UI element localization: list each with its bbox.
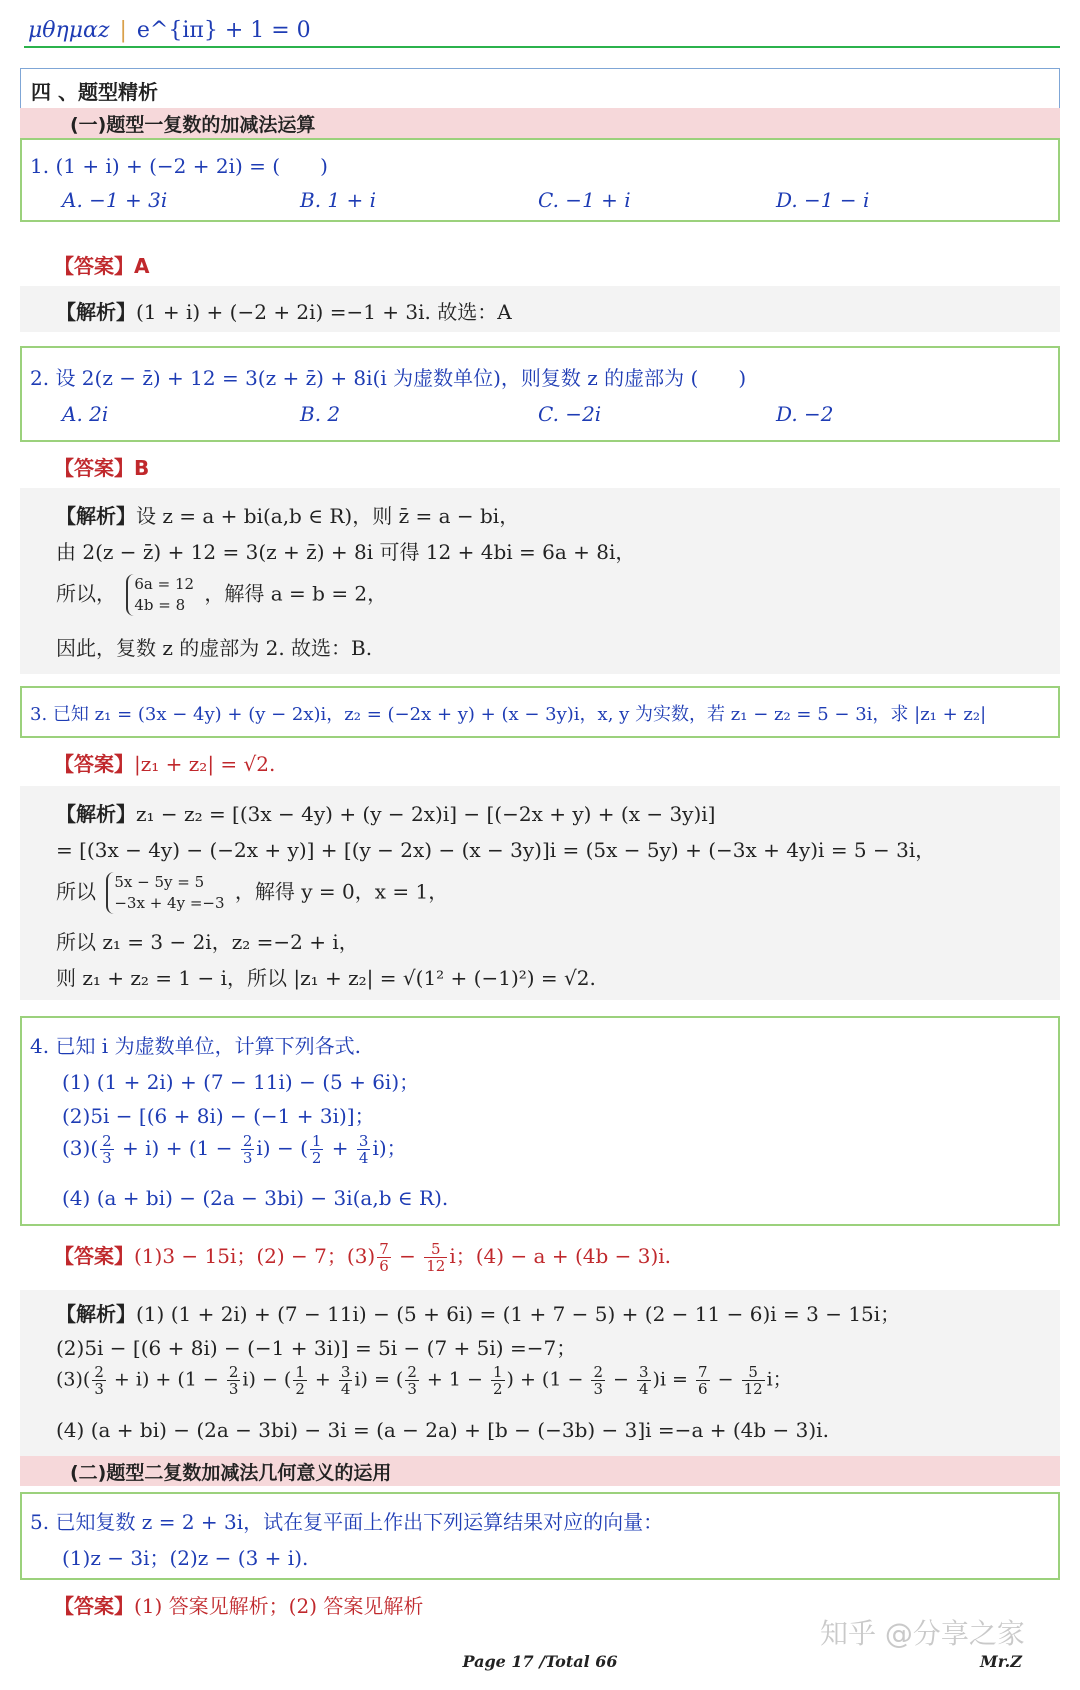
equation-row: −3x + 4y =−3	[114, 894, 225, 912]
explanation-text: (3)(	[56, 1368, 91, 1391]
numerator: 3	[638, 1363, 649, 1381]
explanation-line: 则 z₁ + z₂ = 1 − i，所以 |z₁ + z₂| = √(1² + (−1)²) = √2.	[56, 966, 596, 990]
explanation-text: ，解得 y = 0，x = 1，	[234, 879, 449, 904]
explanation-label: 【解析】	[56, 1302, 136, 1326]
explanation-line	[56, 1298, 900, 1327]
fraction	[637, 1364, 651, 1397]
explanation-text: +	[308, 1368, 337, 1391]
question-1	[20, 138, 1060, 222]
subsection-title-1: (一)题型一复数的加减法运算	[20, 108, 1060, 138]
explanation-text: + 1 −	[420, 1368, 489, 1391]
option-b: B. 2	[300, 402, 341, 426]
explanation-line	[56, 798, 715, 827]
denominator: 3	[94, 1380, 104, 1398]
part-text: + i) + (1 −	[115, 1136, 239, 1160]
answer-4	[54, 1240, 671, 1274]
fraction	[742, 1364, 765, 1397]
equation-row: 5x − 5y = 5	[114, 873, 205, 891]
part-text: (3)(	[62, 1136, 99, 1160]
denominator: 3	[242, 1149, 253, 1167]
numerator: 1	[492, 1363, 503, 1381]
explanation-label: 【解析】	[56, 300, 136, 324]
fraction	[293, 1364, 307, 1397]
options-row	[62, 188, 1052, 216]
answer-label: 【答案】	[54, 254, 134, 278]
part-text: i) − (	[256, 1136, 308, 1160]
question-5-line	[30, 1506, 663, 1535]
equation-system	[106, 872, 224, 914]
question-1-line	[30, 150, 328, 179]
question-stem: 已知 i 为虚数单位，计算下列各式.	[55, 1034, 361, 1058]
explanation-line: 所以 z₁ = 3 − 2i，z₂ =−2 + i，	[56, 930, 359, 954]
numerator: 3	[340, 1363, 351, 1381]
numerator: 2	[242, 1132, 253, 1150]
explanation-text: (1) (1 + 2i) + (7 − 11i) − (5 + 6i) = (1 + 7 − 5) + (2 − 11 − 6)i = 3 − 15i；	[136, 1302, 901, 1326]
explanation-text: z₁ − z₂ = [(3x − 4y) + (y − 2x)i] − [(−2x + y) + (x − 3y)i]	[136, 802, 716, 826]
answer-label: 【答案】	[54, 1244, 134, 1268]
question-4	[20, 1016, 1060, 1226]
explanation-system-line	[56, 574, 387, 616]
explanation-line: = [(3x − 4y) − (−2x + y)] + [(y − 2x) − (x − 3y)]i = (5x − 5y) + (−3x + 4y)i = 5 − 3i，	[56, 838, 936, 862]
fraction	[310, 1133, 324, 1166]
explanation-text: (1 + i) + (−2 + 2i) =−1 + 3i. 故选：A	[136, 300, 512, 324]
denominator: 3	[407, 1380, 417, 1398]
explanation-system-line	[56, 872, 448, 914]
explanation-text: i) − (	[242, 1368, 292, 1391]
question-number: 4.	[30, 1034, 50, 1058]
explanation-line	[56, 1364, 792, 1397]
answer-value: A	[134, 254, 150, 278]
subsection-title-2: (二)题型二复数加减法几何意义的运用	[20, 1456, 1060, 1486]
question-part: (4) (a + bi) − (2a − 3bi) − 3i(a,b ∈ R).	[62, 1186, 449, 1210]
question-part: (1)z − 3i；(2)z − (3 + i).	[62, 1546, 309, 1570]
numerator: 7	[379, 1240, 389, 1258]
denominator: 4	[358, 1149, 369, 1167]
question-number: 5.	[30, 1510, 50, 1534]
numerator: 2	[228, 1363, 239, 1381]
author: Mr.Z	[980, 1652, 1022, 1671]
watermark: 知乎 @分享之家	[820, 1617, 1025, 1650]
numerator: 2	[102, 1132, 112, 1150]
numerator: 2	[94, 1363, 104, 1381]
question-number: 1.	[30, 154, 50, 178]
fraction	[241, 1133, 255, 1166]
explanation-1	[20, 286, 1060, 332]
explanation-3	[20, 786, 1060, 1000]
explanation-text: 所以，	[56, 581, 116, 606]
answer-3	[54, 748, 275, 777]
fraction	[100, 1133, 114, 1166]
option-a: A. 2i	[62, 402, 109, 426]
fraction	[227, 1364, 241, 1397]
explanation-text: −	[711, 1368, 740, 1391]
denominator: 2	[311, 1149, 322, 1167]
answer-label: 【答案】	[54, 1594, 134, 1618]
fraction	[405, 1364, 419, 1397]
question-stem: 已知复数 z = 2 + 3i，试在复平面上作出下列运算结果对应的向量：	[55, 1510, 664, 1534]
denominator: 2	[492, 1380, 503, 1398]
explanation-text: ，解得 a = b = 2，	[204, 581, 388, 606]
denominator: 6	[379, 1257, 389, 1275]
denominator: 2	[295, 1380, 305, 1398]
explanation-label: 【解析】	[56, 802, 136, 826]
answer-value	[134, 1240, 672, 1275]
numerator: 1	[295, 1363, 305, 1381]
denominator: 4	[340, 1380, 351, 1398]
equation-row: 6a = 12	[134, 575, 195, 593]
explanation-2	[20, 488, 1060, 674]
header-separator: |	[119, 17, 127, 43]
question-5	[20, 1492, 1060, 1580]
explanation-text: ) + (1 −	[506, 1368, 590, 1391]
question-stem: 设 2(z − z̄) + 12 = 3(z + z̄) + 8i(i 为虚数单位)，则复数 z 的虚部为 ( )	[55, 366, 747, 390]
fraction	[377, 1241, 391, 1274]
explanation-line: (4) (a + bi) − (2a − 3bi) − 3i = (a − 2a) + [b − (−3b) − 3]i =−a + (4b − 3)i.	[56, 1418, 829, 1442]
answer-5	[54, 1590, 423, 1619]
question-2	[20, 346, 1060, 442]
fraction	[357, 1133, 371, 1166]
explanation-label: 【解析】	[56, 504, 136, 528]
denominator: 12	[743, 1380, 763, 1398]
explanation-line: 因此，复数 z 的虚部为 2. 故选：B.	[56, 636, 373, 660]
question-part	[62, 1132, 407, 1166]
answer-1	[54, 250, 149, 279]
answer-text: (1)3 − 15i；(2) − 7；(3)	[134, 1244, 376, 1268]
denominator: 3	[593, 1380, 603, 1398]
option-d: D. −1 − i	[776, 188, 870, 212]
answer-label: 【答案】	[54, 752, 134, 776]
numerator: 2	[593, 1363, 603, 1381]
numerator: 5	[424, 1241, 447, 1258]
denominator: 4	[638, 1380, 649, 1398]
answer-text: −	[392, 1244, 423, 1268]
explanation-line: 由 2(z − z̄) + 12 = 3(z + z̄) + 8i 可得 12 + 4bi = 6a + 8i，	[56, 540, 636, 564]
option-c: C. −1 + i	[538, 188, 631, 212]
question-stem: 已知 z₁ = (3x − 4y) + (y − 2x)i，z₂ = (−2x + y) + (x − 3y)i，x, y 为实数，若 z₁ − z₂ = 5 − 3i，求 |z₁ + z₂|	[52, 704, 987, 725]
option-c: C. −2i	[538, 402, 602, 426]
answer-label: 【答案】	[54, 456, 134, 480]
option-d: D. −2	[776, 402, 834, 426]
explanation-text: 所以	[56, 879, 96, 904]
explanation-text: + i) + (1 −	[107, 1368, 225, 1391]
denominator: 3	[228, 1380, 239, 1398]
answer-value: B	[134, 456, 150, 480]
numerator: 7	[698, 1363, 708, 1381]
explanation-line: (2)5i − [(6 + 8i) − (−1 + 3i)] = 5i − (7 + 5i) =−7；	[56, 1336, 577, 1360]
fraction	[339, 1364, 353, 1397]
explanation-4	[20, 1290, 1060, 1456]
numerator: 5	[742, 1364, 765, 1381]
fraction	[591, 1364, 605, 1397]
answer-value: |z₁ + z₂| = √2.	[134, 752, 276, 776]
fraction	[491, 1364, 505, 1397]
fraction	[424, 1241, 447, 1274]
explanation-text: −	[606, 1368, 635, 1391]
explanation-text: i) = (	[354, 1368, 404, 1391]
denominator: 3	[102, 1149, 112, 1167]
options-row	[62, 402, 1052, 430]
question-3-line	[30, 700, 986, 726]
question-number: 2.	[30, 366, 50, 390]
numerator: 1	[311, 1132, 322, 1150]
denominator: 12	[426, 1257, 446, 1275]
explanation-text: 设 z = a + bi(a,b ∈ R)，则 z̄ = a − bi，	[136, 504, 520, 528]
question-4-line	[30, 1030, 361, 1059]
page-number: Page 17 /Total 66	[462, 1652, 618, 1671]
explanation-line	[56, 296, 512, 325]
brand-logo: μθημαz	[28, 17, 110, 43]
explanation-line	[56, 500, 519, 529]
section-title: 四 、题型精析	[20, 68, 1060, 112]
fraction	[696, 1364, 710, 1397]
page-header	[28, 10, 311, 50]
part-text: i)；	[372, 1136, 407, 1160]
answer-text: i；(4) − a + (4b − 3)i.	[449, 1244, 672, 1268]
equation-row: 4b = 8	[134, 596, 186, 614]
part-text: +	[325, 1136, 355, 1160]
question-stem: (1 + i) + (−2 + 2i) = ( )	[55, 154, 328, 178]
numerator: 3	[358, 1132, 369, 1150]
option-a: A. −1 + 3i	[62, 188, 168, 212]
answer-2	[54, 452, 149, 481]
question-part: (1) (1 + 2i) + (7 − 11i) − (5 + 6i)；	[62, 1070, 420, 1094]
question-number: 3.	[30, 704, 48, 725]
answer-value: (1) 答案见解析；(2) 答案见解析	[134, 1594, 424, 1618]
question-part: (2)5i − [(6 + 8i) − (−1 + 3i)]；	[62, 1104, 375, 1128]
denominator: 6	[698, 1380, 708, 1398]
numerator: 2	[407, 1363, 417, 1381]
explanation-text: i；	[766, 1368, 792, 1391]
question-2-line	[30, 362, 746, 391]
option-b: B. 1 + i	[300, 188, 377, 212]
explanation-text: )i =	[652, 1368, 695, 1391]
header-rule	[24, 46, 1060, 48]
header-formula: e^{iπ} + 1 = 0	[136, 17, 311, 43]
fraction	[92, 1364, 106, 1397]
equation-system	[126, 574, 194, 616]
question-3	[20, 686, 1060, 738]
